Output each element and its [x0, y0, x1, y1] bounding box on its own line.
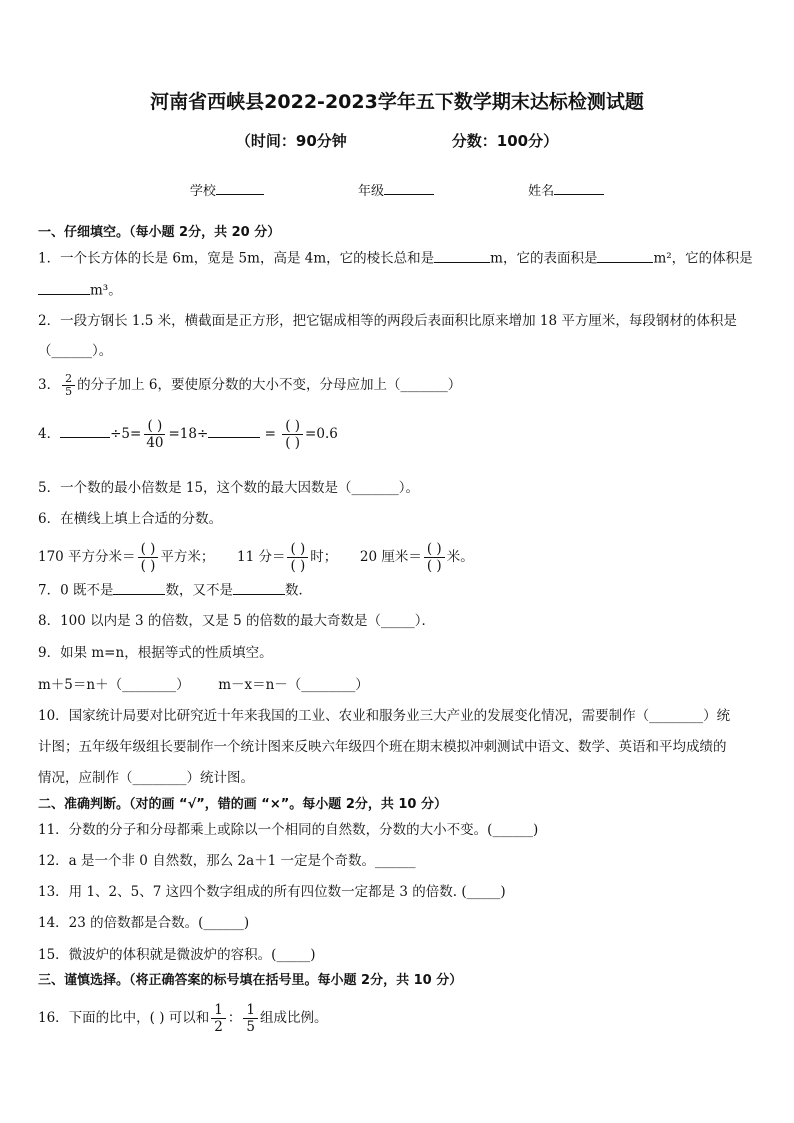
- q3-fraction: $\frac{2}{5}$: [62, 373, 75, 398]
- question-13: 13．用 1、2、5、7 这四个数字组成的所有四位数一定都是 3 的倍数. (_____): [38, 884, 506, 900]
- q4-fraction-1: $\frac{( )}{40}$: [146, 418, 164, 451]
- question-10-cont-2: 情况，应制作（________）统计图。: [38, 770, 254, 786]
- q4-blank-2[interactable]: [208, 424, 260, 439]
- question-15: 15．微波炉的体积就是微波炉的容积。(_____): [38, 947, 316, 963]
- question-9-items: m＋5＝n＋（________） m－x＝n－（________）: [38, 677, 369, 693]
- q7-blank-1[interactable]: [113, 580, 165, 595]
- grade-label: 年级: [357, 184, 384, 199]
- question-3: 3． $\frac{2}{5}$ 的分子加上 6，要使原分数的大小不变，分母应加上（_______）: [38, 372, 462, 398]
- question-10: 10．国家统计局要对比研究近十年来我国的工业、农业和服务业三大产业的发展变化情况，需要制作（________）统: [38, 708, 731, 724]
- q16-fraction-2: $\frac{1}{5}$: [243, 1002, 258, 1035]
- question-6-items: 170 平方分米＝ $\frac{( )}{( )}$ 平方米； 11 分＝ $\frac{( )}{( )}$ 时； 20 厘米＝ $\frac{( )}{( )}$ 米。: [38, 541, 474, 574]
- school-field[interactable]: [216, 181, 264, 195]
- question-2-cont: （______）。: [38, 343, 113, 359]
- question-12: 12．a 是一个非 0 自然数，那么 2a＋1 一定是个奇数。______: [38, 853, 416, 869]
- q6-fraction-2: $\frac{( )}{( )}$: [287, 541, 308, 574]
- q16-fraction-1: $\frac{1}{2}$: [211, 1002, 226, 1035]
- question-8: 8．100 以内是 3 的倍数，又是 5 的倍数的最大奇数是（_____）．: [38, 613, 435, 629]
- q4-fraction-2: $\frac{( )}{( )}$: [282, 418, 303, 451]
- name-field[interactable]: [554, 181, 604, 195]
- question-6: 6．在横线上填上合适的分数。: [38, 511, 223, 527]
- exam-title: 河南省西峡县2022-2023学年五下数学期末达标检测试题: [150, 91, 644, 113]
- q1-blank-1[interactable]: [434, 248, 490, 263]
- q7-blank-2[interactable]: [233, 580, 285, 595]
- question-1-cont: m³。: [38, 280, 758, 301]
- q1-blank-3[interactable]: [38, 280, 90, 295]
- question-14: 14．23 的倍数都是合数。(______): [38, 915, 250, 931]
- question-7: 7．0 既不是 数，又不是 数．: [38, 580, 758, 601]
- question-16: 16．下面的比中，( ) 可以和 $\frac{1}{2}$ ： $\frac{1}{5}$ 组成比例。: [38, 1002, 328, 1035]
- section-2-heading: 二、准确判断。（对的画 “√”，错的画 “×”。每小题 2分，共 10 分）: [38, 797, 448, 812]
- section-1-heading: 一、仔细填空。（每小题 2分，共 20 分）: [38, 225, 281, 240]
- q1-blank-2[interactable]: [597, 248, 653, 263]
- school-label: 学校: [189, 184, 216, 199]
- q6-fraction-1: $\frac{( )}{( )}$: [138, 541, 159, 574]
- exam-subtitle: [0, 130, 794, 151]
- time-limit: （时间：90分钟: [235, 132, 347, 150]
- name-label: 姓名: [528, 184, 555, 199]
- question-11: 11．分数的分子和分母都乘上或除以一个相同的自然数，分数的大小不变。(______): [38, 822, 539, 838]
- question-1: 1．一个长方体的长是 6m，宽是 5m，高是 4m，它的棱长总和是 m，它的表面积是 m²，它的体积是: [38, 248, 758, 269]
- question-9: 9．如果 m=n，根据等式的性质填空。: [38, 645, 273, 661]
- section-3-heading: 三、谨慎选择。（将正确答案的标号填在括号里。每小题 2分，共 10 分）: [38, 973, 463, 988]
- question-10-cont-1: 计图；五年级年级组长要制作一个统计图来反映六年级四个班在期末模拟冲刺测试中语文、数学、英语和平均成绩的: [38, 739, 727, 755]
- q4-blank-1[interactable]: [60, 424, 110, 439]
- student-info: [0, 180, 794, 199]
- total-score: 分数：100分）: [451, 132, 559, 150]
- question-2: 2．一段方钢长 1.5 米，横截面是正方形，把它锯成相等的两段后表面积比原来增加 18 平方厘米，每段钢材的体积是: [38, 313, 737, 329]
- grade-field[interactable]: [384, 181, 434, 195]
- question-4: 4． ÷5= $\frac{( )}{40}$ =18÷ = $\frac{( )}{( )}$ =0.6: [38, 418, 338, 451]
- q6-fraction-3: $\frac{( )}{( )}$: [424, 541, 445, 574]
- question-5: 5．一个数的最小倍数是 15，这个数的最大因数是（_______）。: [38, 480, 420, 496]
